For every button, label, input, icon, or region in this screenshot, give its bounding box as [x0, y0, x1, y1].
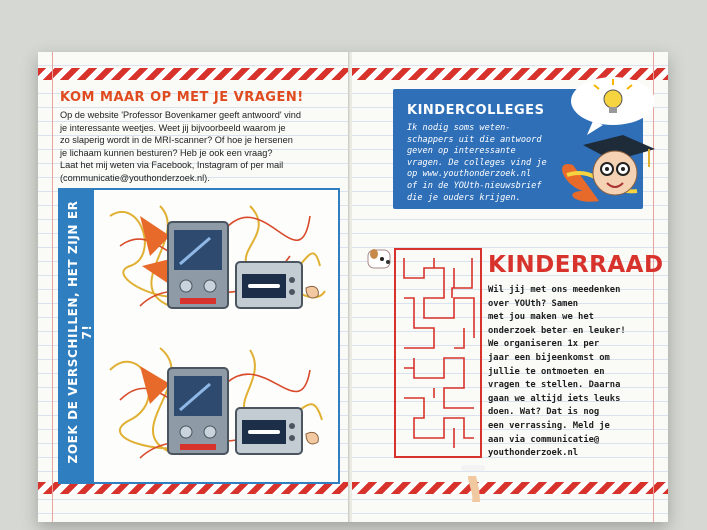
body-line: een verrassing. Meld je — [488, 420, 610, 431]
body-line: geven op interessante — [407, 146, 516, 157]
kindercolleges-title: KINDERCOLLEGES — [407, 103, 545, 118]
body-line: We organiseren 1x per — [488, 339, 600, 350]
booklet — [38, 52, 668, 522]
body-line: schappers uit die antwoord — [407, 134, 542, 145]
body-line: Op de website 'Professor Bovenkamer geeft antwoord' vind — [60, 110, 301, 120]
body-line: doen. Wat? Dat is nog — [488, 407, 600, 418]
body-line: met jou maken we het — [488, 312, 594, 323]
body-line: je lichaam kunnen besturen? Heb je ook een vraag? — [60, 147, 273, 158]
body-line: Laat het mij weten via Facebook, Instagram of per mail — [60, 160, 284, 171]
puzzle-scene-top — [100, 196, 332, 326]
puzzle-banner — [60, 190, 94, 482]
bottom-stripe — [352, 482, 668, 494]
body-line: vragen. De colleges vind je — [407, 157, 547, 168]
body-line: over YOUth? Samen — [488, 298, 579, 309]
left-page — [38, 52, 350, 522]
bone-icon — [458, 462, 488, 502]
body-line: jaar een bijeenkomst om — [488, 352, 610, 363]
kinderraad-title: KINDERRAAD — [488, 252, 664, 278]
right-page — [352, 52, 668, 522]
kindercolleges-box — [393, 89, 643, 209]
left-page-body — [60, 109, 330, 185]
body-line: onderzoek beter en leuker! — [488, 325, 626, 336]
body-line: Ik nodig soms weten- — [407, 123, 511, 133]
margin-line — [52, 52, 53, 522]
professor-illustration — [553, 75, 663, 207]
body-line: youthonderzoek.nl — [488, 448, 579, 459]
puzzle-scene-bottom — [100, 340, 332, 470]
body-line: die je ouders krijgen. — [407, 192, 521, 203]
body-line: vragen te stellen. Daarna — [488, 380, 621, 391]
maze — [394, 248, 482, 458]
body-line: op www.youthonderzoek.nl — [407, 169, 532, 180]
body-line: je interessante weetjes. Weet jij bijvoorbeeld waarom je — [60, 122, 286, 133]
puzzle-banner-text: ZOEK DE VERSCHILLEN, HET ZIJN ER 7! — [66, 200, 94, 464]
top-stripe — [38, 68, 350, 80]
body-line: (communicatie@youthonderzoek.nl). — [60, 172, 210, 183]
left-page-title: KOM MAAR OP MET JE VRAGEN! — [60, 90, 304, 105]
body-line: Wil jij met ons meedenken — [488, 285, 621, 295]
dog-icon — [366, 246, 394, 274]
body-line: gaan we altijd iets leuks — [488, 393, 621, 404]
body-line: jullie te ontmoeten en — [488, 366, 605, 377]
body-line: of in de YOUth-nieuwsbrief — [407, 180, 542, 191]
spot-the-difference-puzzle — [58, 188, 340, 484]
kindercolleges-body — [407, 123, 577, 204]
body-line: aan via communicatie@ — [488, 434, 600, 445]
kinderraad-body — [488, 284, 664, 461]
body-line: zo slaperig wordt in de MRI-scanner? Of hoe je hersenen — [60, 135, 293, 146]
